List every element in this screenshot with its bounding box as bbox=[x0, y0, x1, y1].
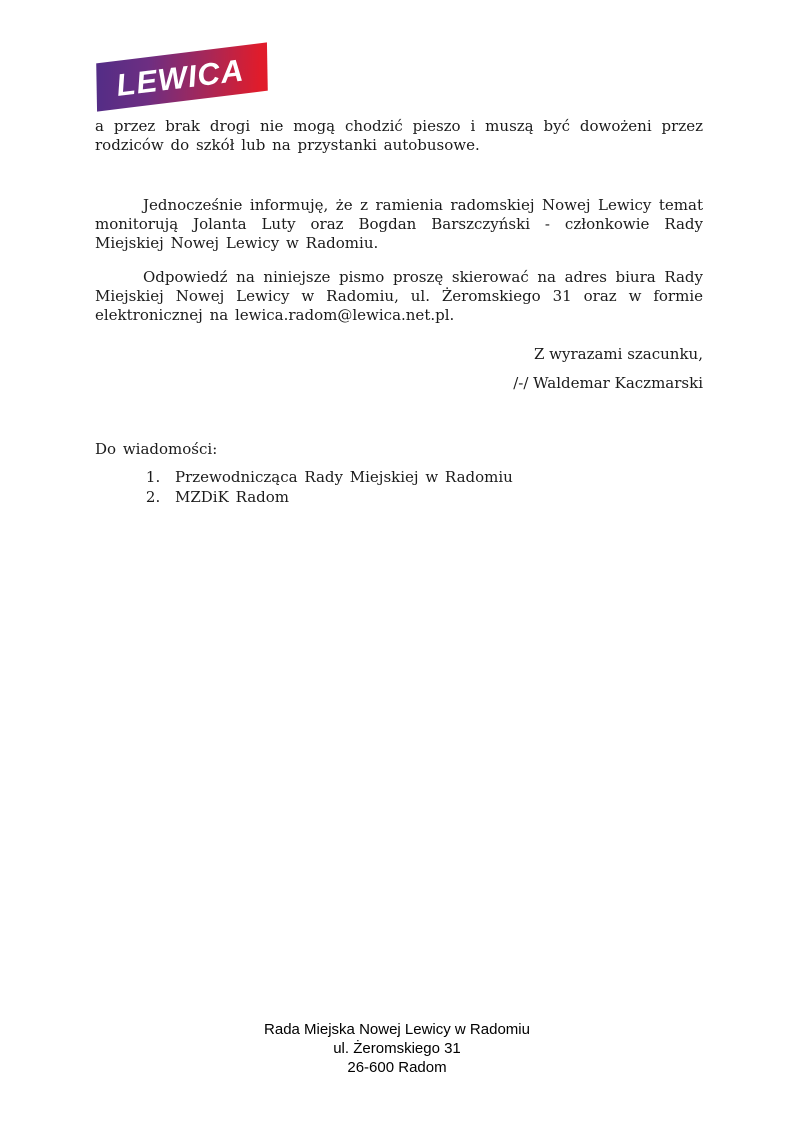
footer-line-organization: Rada Miejska Nowej Lewicy w Radomiu bbox=[264, 1021, 530, 1038]
cc-list bbox=[145, 468, 513, 507]
signature-line: /-/ Waldemar Kaczmarski bbox=[513, 374, 703, 392]
cc-item: 2. MZDiK Radom bbox=[167, 488, 513, 508]
lewica-logo bbox=[96, 42, 268, 111]
paragraph-monitoring: Jednocześnie informuję, że z ramienia radomskiej Nowej Lewicy temat monitorują Jolanta Luty oraz Bogdan Barszczyński - członkowie Rady Miejskiej Nowej Lewicy w Radomiu. bbox=[95, 196, 703, 252]
letter-body bbox=[95, 117, 703, 325]
closing-block bbox=[403, 345, 703, 393]
lewica-logo-text: LEWICA bbox=[114, 52, 246, 103]
paragraph-response: Odpowiedź na niniejsze pismo proszę skierować na adres biura Rady Miejskiej Nowej Lewicy w Radomiu, ul. Żeromskiego 31 oraz w formie elektronicznej na lewica.radom@lewica.net.pl. bbox=[95, 268, 703, 324]
footer-line-city: 26-600 Radom bbox=[347, 1059, 447, 1076]
cc-item: 1. Przewodnicząca Rady Miejskiej w Radomiu bbox=[167, 468, 513, 488]
cc-heading: Do wiadomości: bbox=[95, 440, 218, 458]
footer-line-street: ul. Żeromskiego 31 bbox=[333, 1040, 461, 1057]
closing-line: Z wyrazami szacunku, bbox=[533, 345, 703, 363]
footer-address bbox=[0, 1020, 794, 1077]
paragraph-continuation: a przez brak drogi nie mogą chodzić pieszo i muszą być dowożeni przez rodziców do szkół lub na przystanki autobusowe. bbox=[95, 117, 703, 154]
